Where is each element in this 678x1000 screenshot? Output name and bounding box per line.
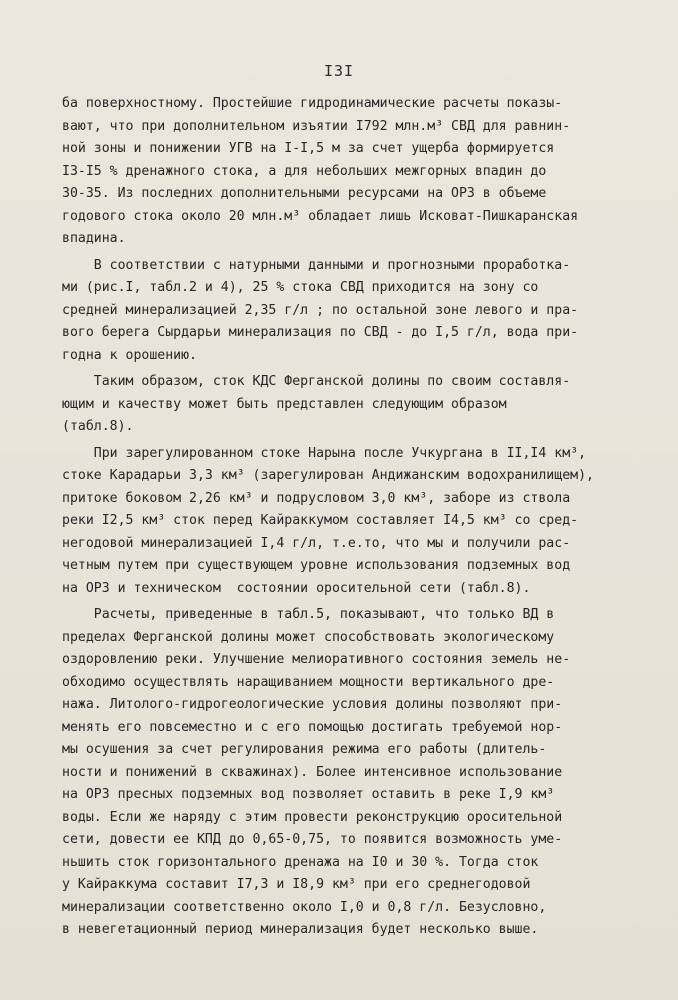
text-line: впадина. — [62, 231, 126, 246]
text-line: негодовой минерализацией I,4 г/л, т.е.то, что мы и получили рас- — [62, 535, 571, 551]
text-line: Таким образом, сток КДС Ферганской долины по своим составля- — [62, 374, 571, 389]
paragraph — [62, 604, 628, 942]
text-line: годового стока около 20 млн.м³ обладает лишь Исковат-Пишкаранская — [62, 208, 579, 224]
text-line: воды. Если же наряду с этим провести реконструкцию оросительной — [62, 809, 563, 825]
text-line: оздоровлению реки. Улучшение мелиоративного состояния земель не- — [62, 652, 571, 667]
text-line: ной зоны и понижении УГВ на I-I,5 м за счет ущерба формируется — [62, 141, 555, 156]
text-line: В соответствии с натурными данными и прогнозными проработка- — [62, 257, 571, 273]
text-line: нажа. Литолого-гидрогеологические условия долины позволяют при- — [62, 697, 563, 712]
paragraph — [62, 371, 628, 439]
text-line: на ОРЗ и техническом состоянии оросительной сети (табл.8). — [62, 580, 531, 596]
text-line: Расчеты, приведенные в табл.5, показывают, что только ВД в — [62, 607, 555, 622]
text-line: ба поверхностному. Простейшие гидродинамические расчеты показы- — [62, 96, 563, 111]
text-line: ющим и качеству может быть представлен следующим образом — [62, 396, 507, 412]
body-text — [62, 93, 628, 942]
paragraph — [62, 93, 628, 251]
text-line: вого берега Сырдарьи минерализация по СВД - до I,5 г/л, вода при- — [62, 325, 579, 340]
text-line: на ОРЗ пресных подземных вод позволяет оставить в реке I,9 км³ — [62, 787, 555, 802]
text-line: притоке боковом 2,26 км³ и подрусловом 3,0 км³, заборе из ствола — [62, 490, 571, 506]
text-line: у Кайраккума составит I7,3 и I8,9 км³ при его среднегодовой — [62, 877, 531, 892]
text-line: средней минерализацией 2,35 г/л ; по остальной зоне левого и пра- — [62, 302, 579, 318]
text-line: в невегетационный период минерализация будет несколько выше. — [62, 922, 539, 937]
text-line: При зарегулированном стоке Нарына после Учкургана в II,I4 км³, — [62, 445, 587, 461]
text-line: сети, довести ее КПД до 0,65-0,75, то появится возможность умe- — [62, 832, 563, 847]
text-line: минерализации соответственно около I,0 и 0,8 г/л. Безусловно, — [62, 899, 547, 915]
paragraph — [62, 255, 628, 368]
text-line: 30-35. Из последних дополнительными ресурсами на ОРЗ в объеме — [62, 186, 547, 201]
text-line: мы осушения за счет регулирования режима его работы (длитель- — [62, 742, 547, 757]
text-line: ми (рис.I, табл.2 и 4), 25 % стока СВД приходится на зону со — [62, 280, 539, 295]
text-line: реки I2,5 км³ сток перед Кайраккумом составляет I4,5 км³ со сред- — [62, 513, 579, 528]
text-line: I3-I5 % дренажного стока, а для небольших межгорных впадин до — [62, 163, 547, 179]
text-line: четным путем при существующем уровне использования подземных вод — [62, 558, 571, 573]
text-line: (табл.8). — [62, 419, 134, 434]
text-line: годна к орошению. — [62, 347, 197, 363]
text-line: стоке Карадарьи 3,3 км³ (зарегулирован Андижанским водохранилищем), — [62, 468, 594, 483]
text-line: вают, что при дополнительном изъятии I792 млн.м³ СВД для равнин- — [62, 118, 571, 134]
text-line: ньшить сток горизонтального дренажа на I0 и 30 %. Тогда сток — [62, 854, 539, 870]
text-line: обходимо осуществлять наращиванием мощности вертикального дре- — [62, 674, 555, 690]
text-line: менять его повсеместно и с его помощью достигать требуемой нор- — [62, 719, 563, 735]
page-number: I3I — [323, 62, 355, 80]
text-line: пределах Ферганской долины может способствовать экологическому — [62, 629, 555, 645]
paragraph — [62, 443, 628, 601]
text-line: ности и понижений в скважинах). Более интенсивное использование — [62, 764, 563, 780]
